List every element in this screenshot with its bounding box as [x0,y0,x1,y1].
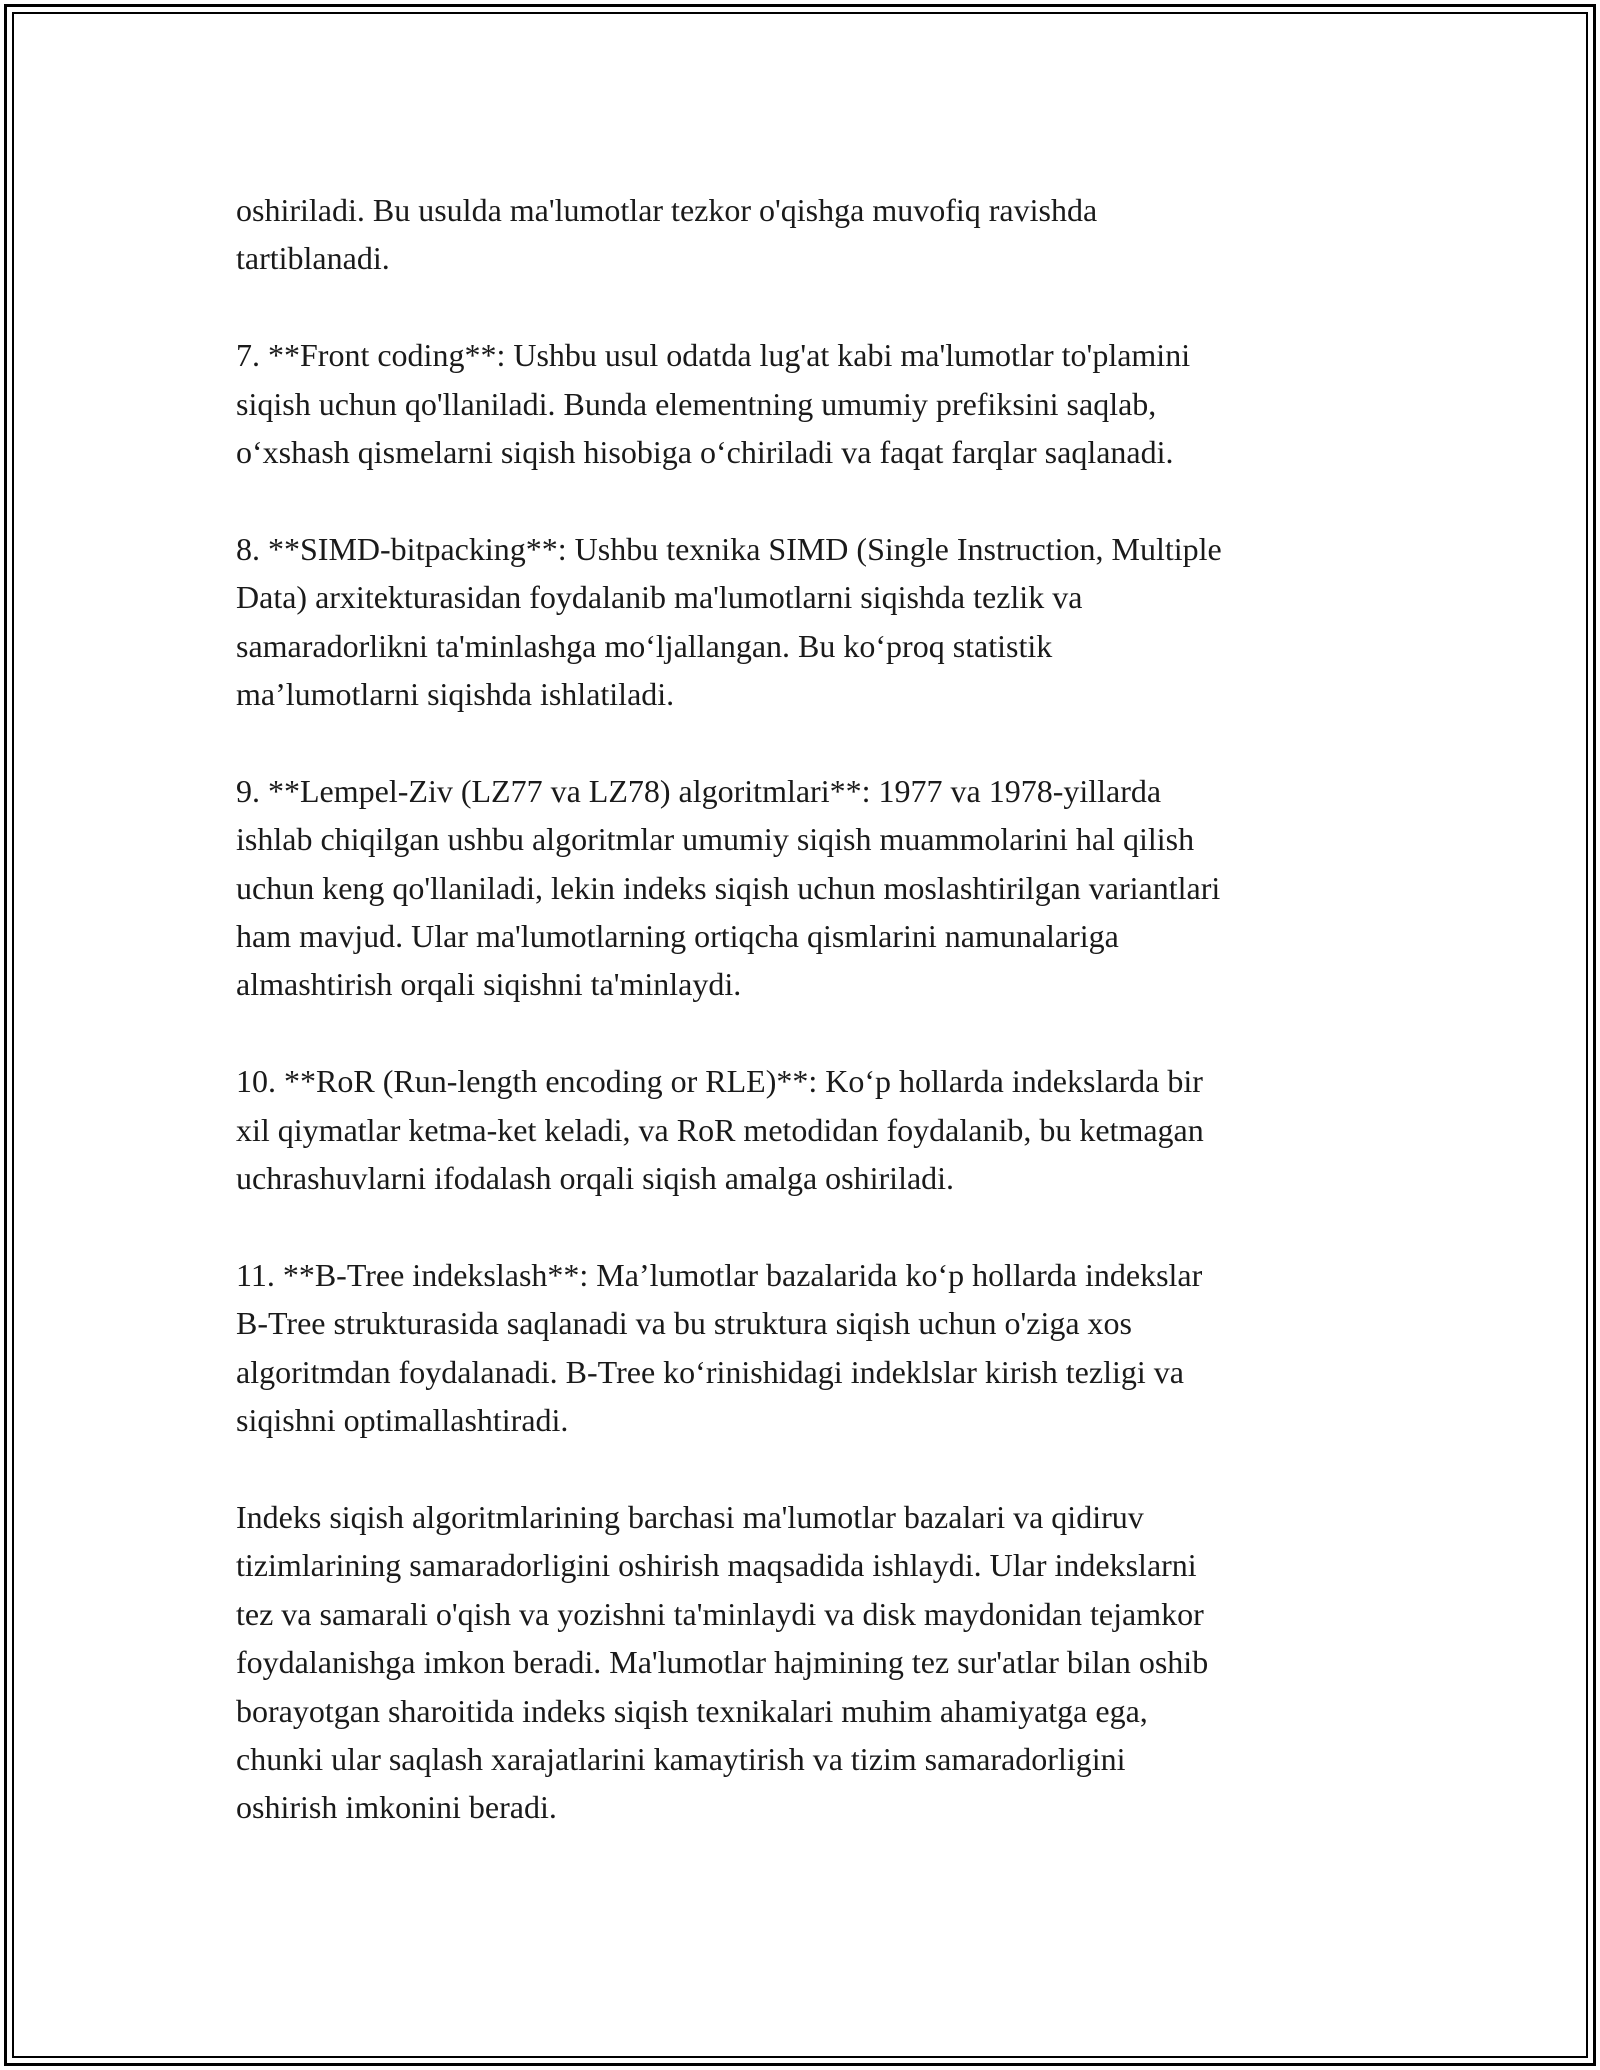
text-line: siqishni optimallashtiradi. [236,1402,569,1439]
text-line: uchun keng qo'llaniladi, lekin indeks siqish uchun moslashtirilgan variantlari [236,869,1221,906]
paragraph-simd-bitpacking [236,525,1396,719]
text-line: 10. **RoR (Run-length encoding or RLE)**: Ko‘p hollarda indekslarda bir [236,1063,1203,1100]
text-line: xil qiymatlar ketma-ket keladi, va RoR metodidan foydalanib, bu ketmagan [236,1111,1204,1148]
document-body [236,186,1396,1880]
text-line: o‘xshash qismelarni siqish hisobiga o‘chiriladi va faqat farqlar saqlanadi. [236,434,1174,471]
text-line: oshiriladi. Bu usulda ma'lumotlar tezkor o'qishga muvofiq ravishda [236,192,1098,228]
paragraph-conclusion [236,1493,1396,1832]
text-line: siqish uchun qo'llaniladi. Bunda elementning umumiy prefiksini saqlab, [236,385,1157,422]
text-line: Data) arxitekturasidan foydalanib ma'lumotlarni siqishda tezlik va [236,579,1083,616]
paragraph-ror [236,1057,1396,1202]
text-line: ma’lumotlarni siqishda ishlatiladi. [236,676,675,713]
text-line: 11. **B-Tree indekslash**: Ma’lumotlar bazalarida ko‘p hollarda indekslar [236,1256,1203,1293]
text-line: samaradorlikni ta'minlashga mo‘ljallangan. Bu ko‘proq statistik [236,627,1053,664]
text-line: tartiblanadi. [236,240,390,277]
text-line: 9. **Lempel-Ziv (LZ77 va LZ78) algoritmlari**: 1977 va 1978-yillarda [236,772,1162,809]
text-line: borayotgan sharoitida indeks siqish texnikalari muhim ahamiyatga ega, [236,1692,1148,1729]
text-line: chunki ular saqlash xarajatlarini kamaytirish va tizim samaradorligini [236,1740,1126,1777]
text-line: 8. **SIMD-bitpacking**: Ushbu texnika SIMD (Single Instruction, Multiple [236,530,1222,567]
text-line: almashtirish orqali siqishni ta'minlaydi. [236,966,742,1003]
text-line: uchrashuvlarni ifodalash orqali siqish amalga oshiriladi. [236,1160,955,1197]
text-line: 7. **Front coding**: Ushbu usul odatda lug'at kabi ma'lumotlar to'plamini [236,337,1191,374]
text-line: oshirish imkonini beradi. [236,1789,557,1826]
text-line: Indeks siqish algoritmlarining barchasi ma'lumotlar bazalari va qidiruv [236,1498,1144,1535]
text-line: algoritmdan foydalanadi. B-Tree ko‘rinishidagi indeklslar kirish tezligi va [236,1353,1184,1390]
paragraph-continuation [236,186,1396,283]
text-line: foydalanishga imkon beradi. Ma'lumotlar hajmining tez sur'atlar bilan oshib [236,1644,1209,1681]
text-line: ham mavjud. Ular ma'lumotlarning ortiqcha qismlarini namunalariga [236,918,1119,955]
text-line: tez va samarali o'qish va yozishni ta'minlaydi va disk maydonidan tejamkor [236,1595,1204,1632]
paragraph-b-tree [236,1251,1396,1445]
text-line: ishlab chiqilgan ushbu algoritmlar umumiy siqish muammolarini hal qilish [236,821,1195,858]
paragraph-front-coding [236,331,1396,476]
paragraph-lempel-ziv [236,767,1396,1009]
text-line: B-Tree strukturasida saqlanadi va bu struktura siqish uchun o'ziga xos [236,1305,1132,1342]
text-line: tizimlarining samaradorligini oshirish maqsadida ishlaydi. Ular indekslarni [236,1547,1197,1584]
